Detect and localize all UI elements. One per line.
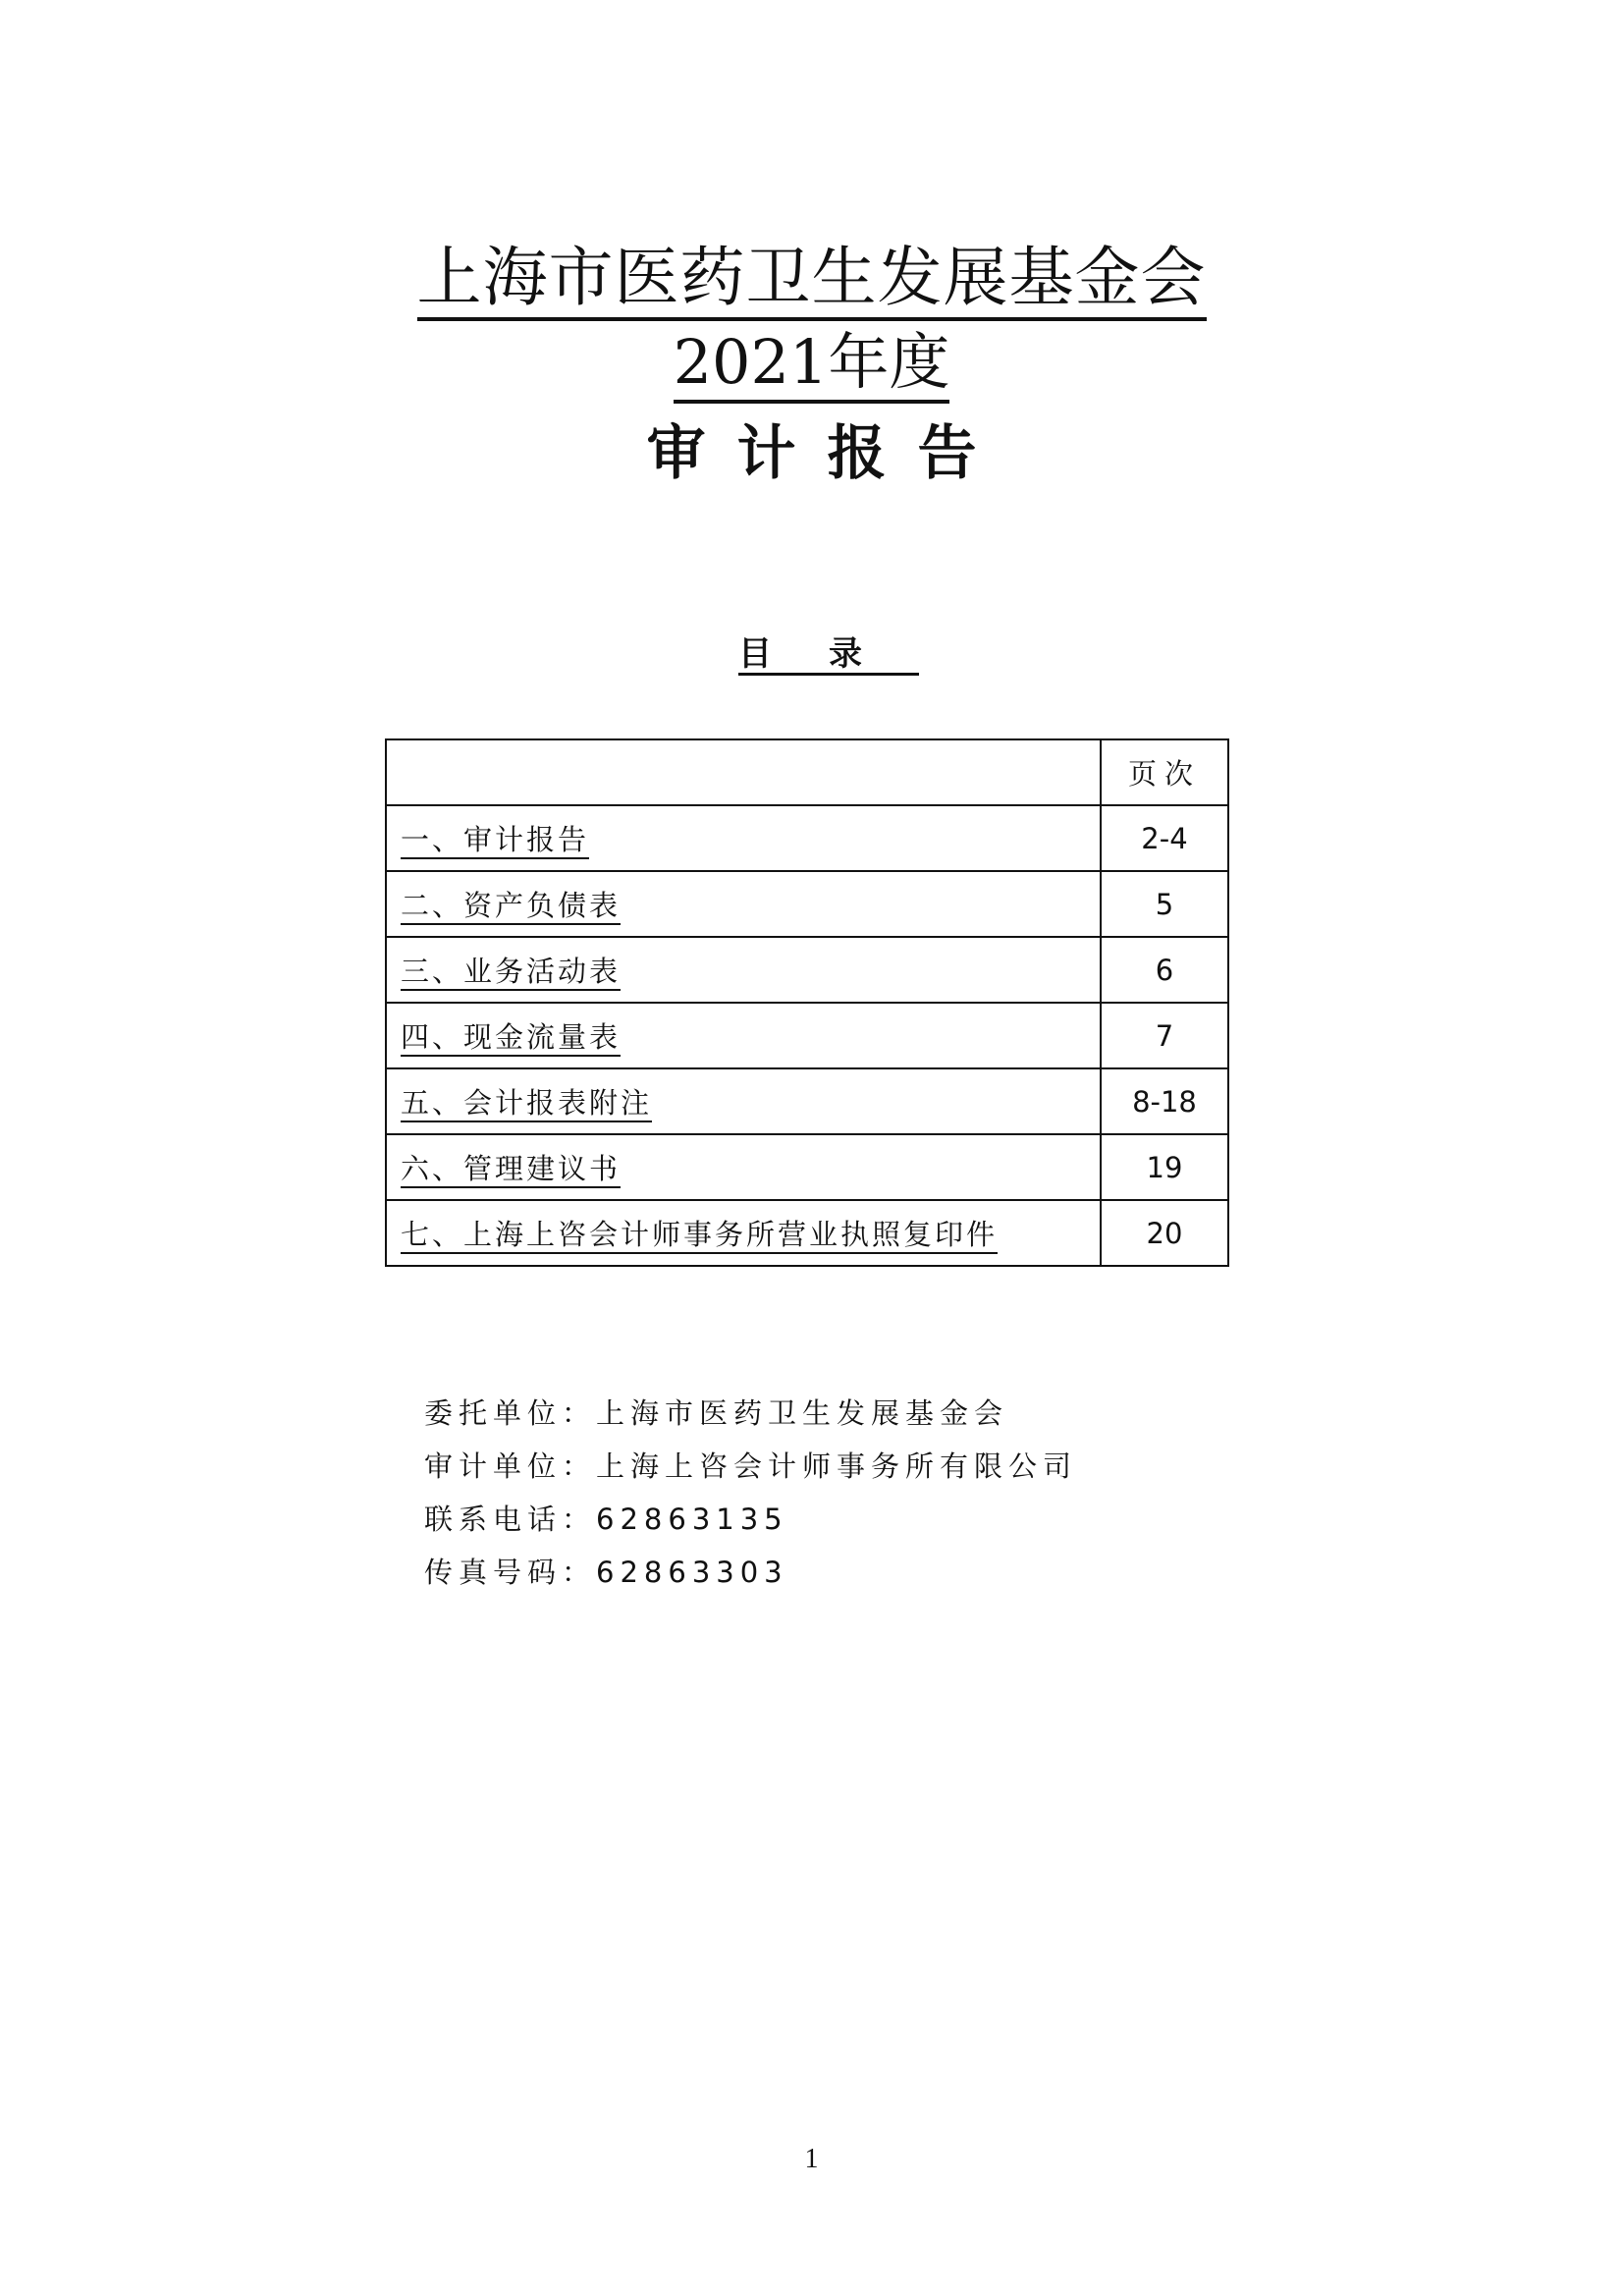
toc-item-pages: 20 — [1101, 1200, 1228, 1266]
report-title: 审计报告 — [646, 419, 1008, 488]
toc-row — [386, 805, 1228, 871]
toc-item-pages: 8-18 — [1101, 1068, 1228, 1134]
toc-header-row — [386, 739, 1228, 805]
toc-item-label[interactable]: 二、资产负债表 — [401, 889, 621, 925]
year-title — [0, 326, 1623, 398]
client-label: 委托单位： — [424, 1396, 597, 1430]
toc-page-column-header: 页次 — [1101, 739, 1228, 805]
client-value: 上海市医药卫生发展基金会 — [596, 1396, 1009, 1430]
toc-row — [386, 1134, 1228, 1200]
phone-label: 联系电话： — [424, 1503, 597, 1536]
toc-item-pages: 7 — [1101, 1003, 1228, 1068]
fax-label: 传真号码： — [424, 1556, 597, 1589]
toc-row — [386, 1068, 1228, 1134]
phone-row — [424, 1493, 1077, 1546]
toc-item-label[interactable]: 五、会计报表附注 — [401, 1086, 652, 1122]
toc-row — [386, 1200, 1228, 1266]
organization-title — [0, 240, 1623, 315]
fax-row — [424, 1546, 1077, 1599]
toc-heading: 目录 — [738, 636, 919, 676]
toc-item-label[interactable]: 一、审计报告 — [401, 823, 589, 859]
toc-table — [385, 738, 1229, 1267]
toc-header-blank-cell — [386, 739, 1101, 805]
phone-value: 62863135 — [596, 1503, 788, 1536]
toc-item-pages: 6 — [1101, 937, 1228, 1003]
page-number: 1 — [804, 2144, 819, 2174]
auditor-row — [424, 1440, 1077, 1493]
fax-value: 62863303 — [596, 1556, 788, 1589]
toc-item-label[interactable]: 七、上海上咨会计师事务所营业执照复印件 — [401, 1218, 998, 1254]
toc-row — [386, 937, 1228, 1003]
toc-item-pages: 5 — [1101, 871, 1228, 937]
toc-item-label[interactable]: 六、管理建议书 — [401, 1152, 621, 1188]
client-row — [424, 1387, 1077, 1440]
auditor-value: 上海上咨会计师事务所有限公司 — [596, 1449, 1078, 1483]
auditor-label: 审计单位： — [424, 1449, 597, 1483]
toc-item-pages: 19 — [1101, 1134, 1228, 1200]
toc-item-label[interactable]: 四、现金流量表 — [401, 1020, 621, 1057]
year-title-text: 2021年度 — [674, 326, 950, 404]
toc-row — [386, 1003, 1228, 1068]
organization-title-text: 上海市医药卫生发展基金会 — [417, 240, 1207, 321]
contact-info — [424, 1387, 1077, 1599]
toc-row — [386, 871, 1228, 937]
toc-item-pages: 2-4 — [1101, 805, 1228, 871]
toc-item-label[interactable]: 三、业务活动表 — [401, 955, 621, 991]
